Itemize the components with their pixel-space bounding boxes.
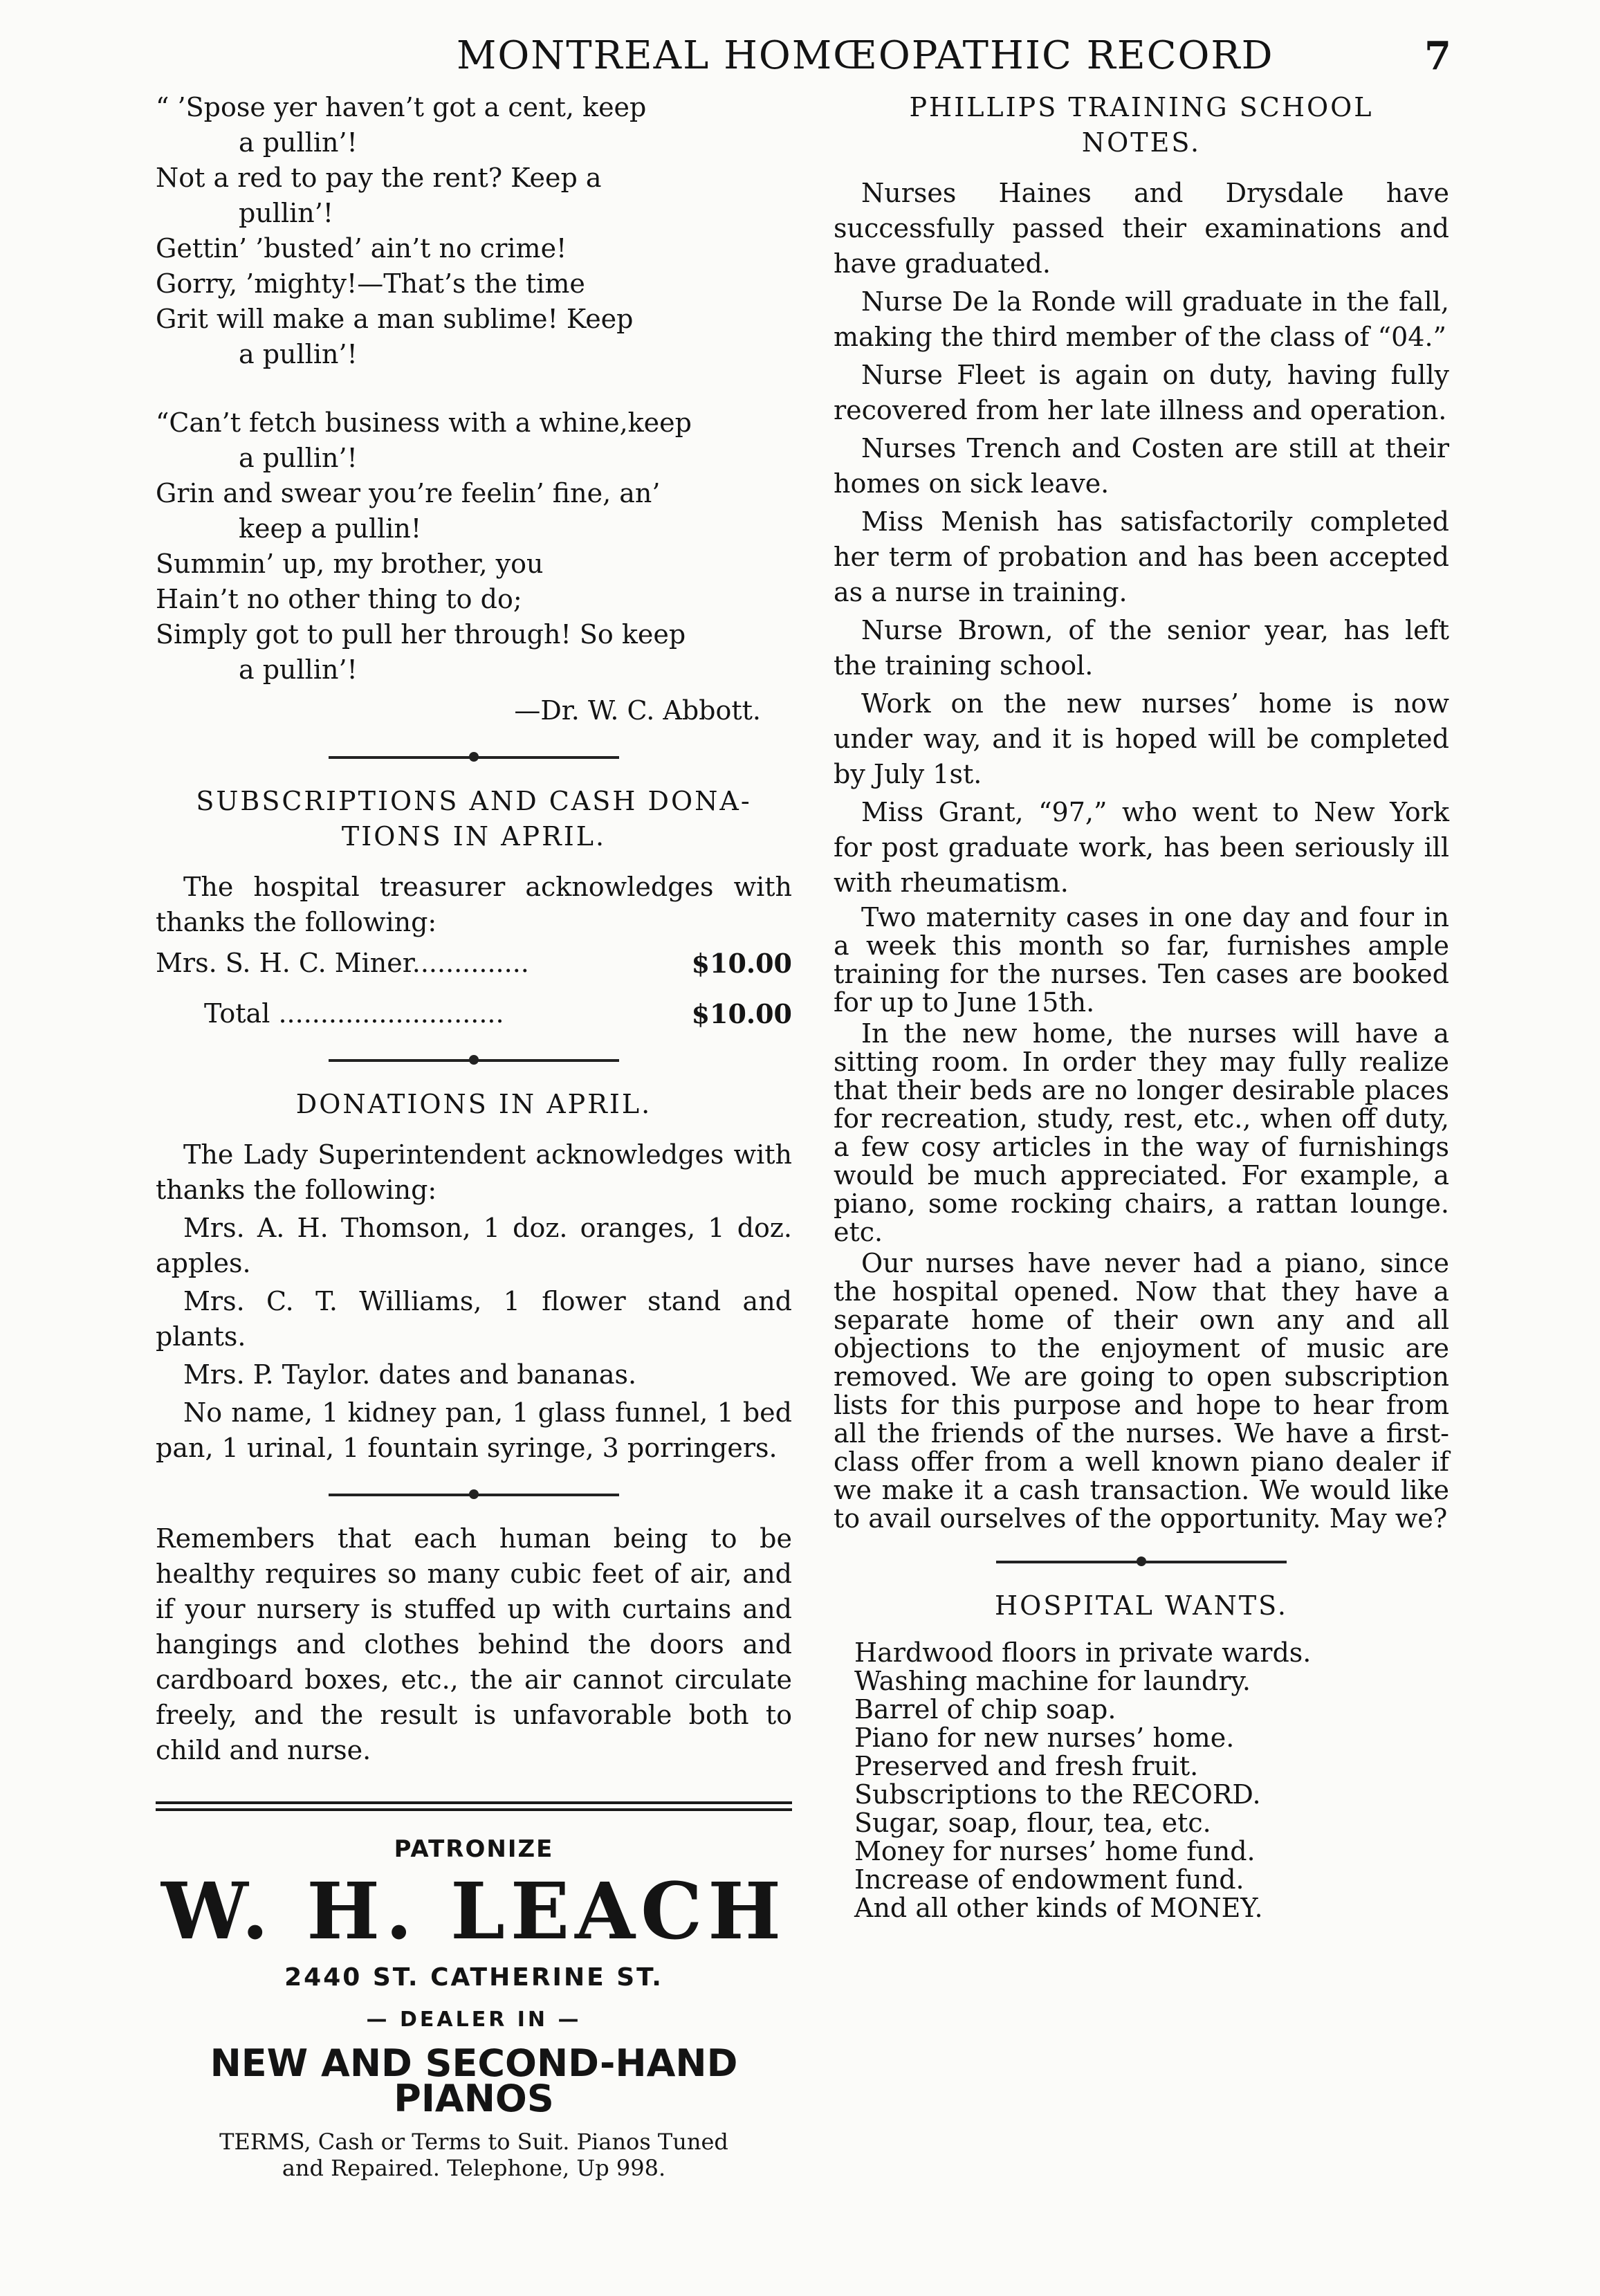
phillips-dense-text: [834, 903, 1449, 1533]
heading-line: PHILLIPS TRAINING SCHOOL: [909, 92, 1374, 122]
phillips-paragraph: Nurse Brown, of the senior year, has left the training school.: [834, 615, 1449, 681]
subscriptions-intro: The hospital treasurer acknowledges with thanks the following:: [156, 872, 792, 937]
list-item: And all other kinds of MONEY.: [854, 1893, 1263, 1923]
phillips-paragraph: Work on the new nurses’ home is now under way, and it is hoped will be completed by July 1st.: [834, 688, 1449, 789]
right-column: [834, 90, 1449, 1922]
poem-line: a pullin’!: [239, 654, 358, 685]
poem-line: Grin and swear you’re feelin’ fine, an’: [156, 478, 661, 508]
phillips-paragraph: Two maternity cases in one day and four in a week this month so far, furnishes ample training for the nurses. Ten cases are booked for up to June 15th.: [834, 902, 1449, 1018]
poem-line: a pullin’!: [239, 339, 358, 369]
leader-dots: ...........................: [278, 998, 504, 1029]
subscriptions-heading: [156, 784, 792, 854]
leader-dots: ..............: [412, 948, 529, 978]
section-divider: [156, 1059, 792, 1062]
phillips-paragraph: Nurse Fleet is again on duty, having fully recovered from her late illness and operation.: [834, 360, 1449, 425]
double-rule: [156, 1801, 792, 1811]
poem-line: Not a red to pay the rent? Keep a: [156, 163, 602, 193]
poem-line: keep a pullin!: [239, 513, 422, 544]
poem-line: Summin’ up, my brother, you: [156, 549, 544, 579]
heading-line: NOTES.: [1081, 127, 1202, 158]
ad-terms-line: and Repaired. Telephone, Up 998.: [282, 2155, 666, 2181]
remembers-paragraph: Remembers that each human being to be healthy requires so many cubic feet of air, and if your nursery is stuffed up with curtains and hangings and clothes behind the doors and cardboard boxes, etc., the air cannot circulate freely, and the result is unfavorable both to child and nurse.: [156, 1523, 792, 1765]
ad-dealer-in: — DEALER IN —: [366, 2008, 582, 2032]
donations-section: [156, 1087, 792, 1466]
poem-line: Grit will make a man sublime! Keep: [156, 304, 634, 334]
subscription-total: [156, 996, 792, 1031]
phillips-paragraph: Nurses Trench and Costen are still at their homes on sick leave.: [834, 433, 1449, 499]
donations-paragraph: No name, 1 kidney pan, 1 glass funnel, 1 bed pan, 1 urinal, 1 fountain syringe, 3 porringers.: [156, 1397, 792, 1463]
hospital-wants-section: [834, 1588, 1449, 1922]
hospital-wants-heading: HOSPITAL WANTS.: [995, 1590, 1288, 1621]
phillips-paragraph: Nurses Haines and Drysdale have successfully passed their examinations and have graduated.: [834, 178, 1449, 279]
donations-paragraph: Mrs. P. Taylor. dates and bananas.: [183, 1359, 637, 1390]
subscriptions-section: [156, 784, 792, 1031]
donations-paragraph: Mrs. A. H. Thomson, 1 doz. oranges, 1 doz. apples.: [156, 1213, 792, 1278]
advertisement: [156, 1832, 792, 2181]
list-item: Hardwood floors in private wards.: [854, 1637, 1312, 1668]
list-item: Piano for new nurses’ home.: [854, 1723, 1235, 1753]
running-header: [415, 28, 1453, 83]
hospital-wants-list: [834, 1639, 1449, 1922]
phillips-paragraph: Miss Grant, “97,” who went to New York for post graduate work, has been seriously ill with rheumatism.: [834, 797, 1449, 898]
list-item: Increase of endowment fund.: [854, 1864, 1244, 1895]
total-label: Total: [204, 998, 270, 1029]
poem-line: a pullin’!: [239, 127, 358, 158]
list-item: Subscriptions to the RECORD.: [854, 1779, 1261, 1810]
journal-title: MONTREAL HOMŒOPATHIC RECORD: [457, 33, 1274, 78]
donations-heading: DONATIONS IN APRIL.: [295, 1089, 652, 1119]
poem-line: Gettin’ ’busted’ ain’t no crime!: [156, 233, 567, 264]
ad-address: 2440 ST. CATHERINE ST.: [284, 1963, 663, 1992]
poem-line: Hain’t no other thing to do;: [156, 584, 522, 614]
ad-terms: [156, 2129, 792, 2181]
poem-line: “ ’Spose yer haven’t got a cent, keep: [156, 92, 647, 122]
subscription-entry: [156, 946, 792, 981]
ad-product: NEW AND SECOND-HAND PIANOS: [210, 2041, 738, 2120]
list-item: Money for nurses’ home fund.: [854, 1836, 1256, 1866]
phillips-paragraph: Miss Menish has satisfactorily completed her term of probation and has been accepted as a nurse in training.: [834, 506, 1449, 607]
list-item: Preserved and fresh fruit.: [854, 1751, 1199, 1781]
poem: [156, 90, 792, 728]
page-number: 7: [1424, 33, 1453, 79]
total-amount: $10.00: [691, 998, 792, 1029]
section-divider: [834, 1561, 1449, 1563]
left-column: [156, 90, 792, 2181]
heading-line: SUBSCRIPTIONS AND CASH DONA-: [196, 786, 752, 816]
ad-patronize: PATRONIZE: [394, 1835, 554, 1863]
heading-line: TIONS IN APRIL.: [341, 821, 607, 852]
donations-paragraph: Mrs. C. T. Williams, 1 flower stand and plants.: [156, 1286, 792, 1352]
poem-line: pullin’!: [239, 198, 334, 228]
phillips-paragraph: In the new home, the nurses will have a sitting room. In order they may fully realize that their beds are no longer desirable places for recreation, study, rest, etc., when off duty, a few cosy articles in the way of furnishings would be much appreciated. For example, a piano, some rocking chairs, a rattan lounge. etc.: [834, 1018, 1449, 1247]
donations-paragraph: The Lady Superintendent acknowledges with thanks the following:: [156, 1139, 792, 1205]
poem-line: Gorry, ’mighty!—That’s the time: [156, 268, 585, 299]
poem-line: Simply got to pull her through! So keep: [156, 619, 686, 650]
entry-amount: $10.00: [691, 948, 792, 979]
section-divider: [156, 1494, 792, 1496]
list-item: Barrel of chip soap.: [854, 1694, 1116, 1725]
donor-name: Mrs. S. H. C. Miner: [156, 948, 412, 978]
phillips-paragraph: Our nurses have never had a piano, since the hospital opened. Now that they have a separate home of their own any and all objections to the enjoyment of music are removed. We are going to open subscription lists for this purpose and hope to hear from all the friends of the nurses. We have a first-class offer from a well known piano dealer if we make it a cash transaction. We would like to avail ourselves of the opportunity. May we?: [834, 1248, 1449, 1534]
poem-author: —Dr. W. C. Abbott.: [514, 695, 761, 726]
ad-terms-line: TERMS, Cash or Terms to Suit. Pianos Tuned: [219, 2129, 728, 2155]
list-item: Sugar, soap, flour, tea, etc.: [854, 1808, 1211, 1838]
phillips-heading: [834, 90, 1449, 160]
list-item: Washing machine for laundry.: [854, 1666, 1251, 1696]
poem-line: “Can’t fetch business with a whine,keep: [156, 407, 692, 438]
phillips-paragraph: Nurse De la Ronde will graduate in the fall, making the third member of the class of “04.”: [834, 286, 1449, 352]
section-divider: [156, 756, 792, 759]
poem-line: a pullin’!: [239, 443, 358, 473]
ad-dealer-name: W. H. LEACH: [160, 1866, 787, 1957]
